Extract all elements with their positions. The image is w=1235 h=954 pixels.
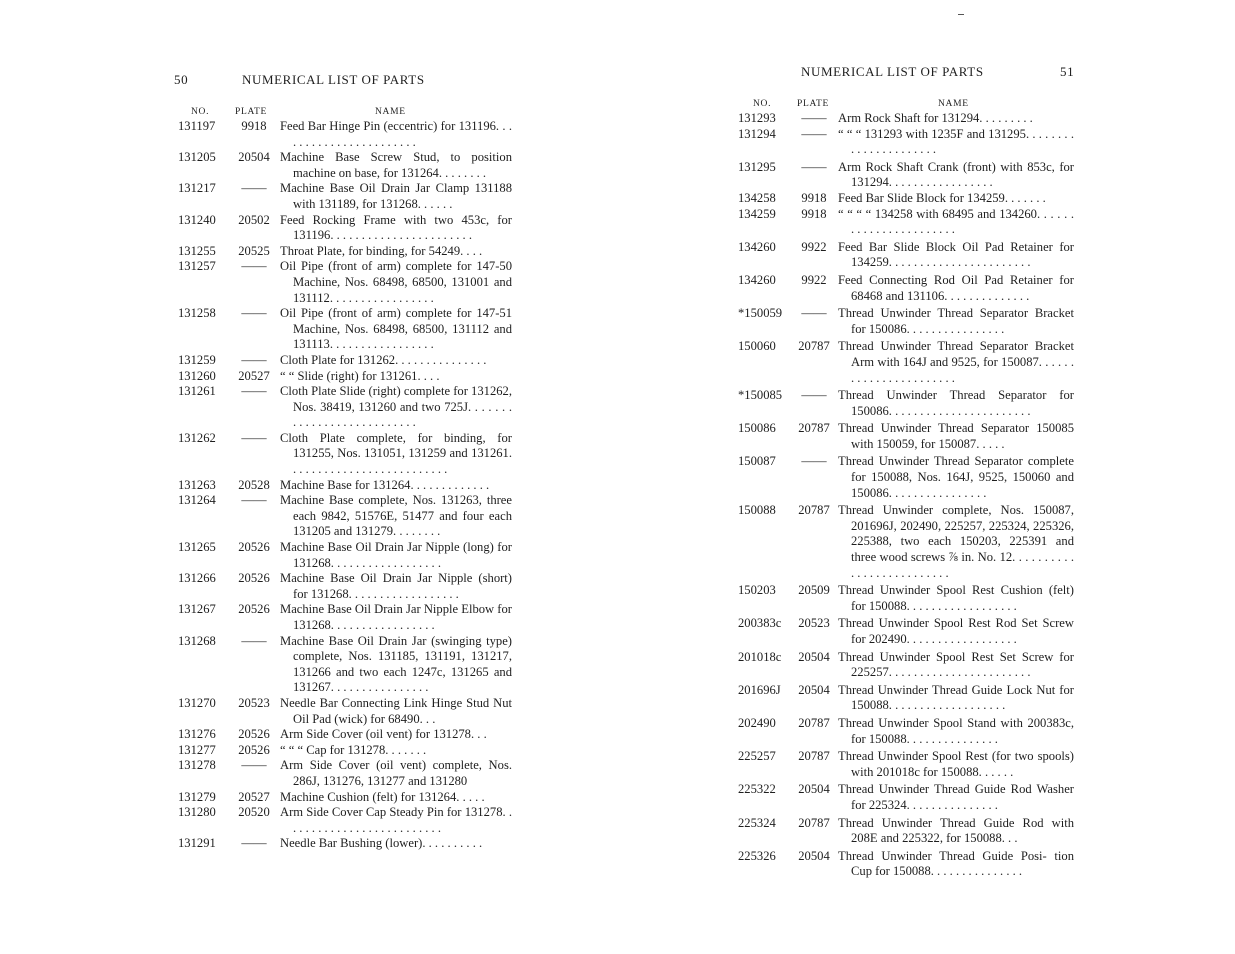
parts-row bbox=[738, 306, 1074, 337]
part-name-cell bbox=[838, 716, 1074, 747]
plate-number: —— bbox=[241, 430, 267, 445]
parts-row bbox=[738, 191, 1074, 207]
part-name-cell bbox=[280, 259, 512, 306]
parts-row bbox=[738, 716, 1074, 747]
parts-row bbox=[178, 259, 512, 306]
part-name: Thread Unwinder Spool Rest Cushion (felt) for 150088. . . . . . . . . . . . . . . . . . bbox=[838, 583, 1074, 613]
part-name: Arm Rock Shaft for 131294. . . . . . . . . bbox=[838, 111, 1033, 125]
plate-number: 20787 bbox=[798, 815, 830, 830]
plate-number: 20527 bbox=[238, 368, 270, 383]
part-name: Arm Side Cover Cap Steady Pin for 131278. . . . . . . . . . . . . . . . . . . . . . . . . . bbox=[280, 805, 512, 835]
part-number: 131265 bbox=[178, 540, 216, 555]
part-number: 134259 bbox=[738, 206, 776, 221]
parts-row bbox=[178, 478, 512, 494]
parts-row bbox=[178, 634, 512, 696]
part-name-cell bbox=[838, 388, 1074, 419]
part-name: Arm Side Cover (oil vent) complete, Nos. 286J, 131276, 131277 and 131280 bbox=[280, 758, 512, 788]
part-name: Thread Unwinder Thread Separator for 150086. . . . . . . . . . . . . . . . . . . . . . . bbox=[838, 388, 1074, 418]
column-header-name: NAME bbox=[375, 107, 406, 117]
part-number: 150088 bbox=[738, 503, 776, 518]
part-name-cell bbox=[838, 191, 1074, 207]
part-name: Machine Base Oil Drain Jar Nipple (short) for 131268. . . . . . . . . . . . . . . . . . bbox=[280, 571, 512, 601]
plate-number: 20504 bbox=[798, 649, 830, 664]
parts-row bbox=[738, 240, 1074, 271]
part-number: 131270 bbox=[178, 695, 216, 710]
plate-number: —— bbox=[241, 384, 267, 399]
part-name: Thread Unwinder Spool Rest Rod Set Screw for 202490. . . . . . . . . . . . . . . . . . bbox=[838, 616, 1074, 646]
plate-number: 20504 bbox=[798, 782, 830, 797]
part-name: Oil Pipe (front of arm) complete for 147-51 Machine, Nos. 68498, 68500, 131112 and 131113. . . . . . . . . . . . . . . . . bbox=[280, 306, 512, 352]
parts-row bbox=[738, 583, 1074, 614]
parts-row bbox=[738, 339, 1074, 386]
part-name: Thread Unwinder Thread Separator Bracket Arm with 164J and 9525, for 150087. . . . . . . . . . . . . . . . . . . . . . . bbox=[838, 339, 1074, 385]
parts-row bbox=[178, 696, 512, 727]
part-number: 131205 bbox=[178, 150, 216, 165]
part-name: Thread Unwinder Thread Guide Posi- tion Cup for 150088. . . . . . . . . . . . . . . bbox=[838, 848, 1074, 879]
parts-row bbox=[738, 160, 1074, 191]
part-number: 131255 bbox=[178, 243, 216, 258]
part-number: 225257 bbox=[738, 749, 776, 764]
plate-number: 20526 bbox=[238, 602, 270, 617]
plate-number: —— bbox=[241, 181, 267, 196]
parts-row bbox=[738, 782, 1074, 813]
part-name: “ “ Slide (right) for 131261. . . . bbox=[280, 368, 440, 383]
left-page bbox=[0, 0, 617, 954]
part-name: Machine Base Oil Drain Jar Clamp 131188 with 131189, for 131268. . . . . . bbox=[280, 181, 512, 211]
part-name: Arm Side Cover (oil vent) for 131278. . . bbox=[280, 727, 487, 742]
part-number: 131261 bbox=[178, 384, 216, 399]
part-number: 131240 bbox=[178, 212, 216, 227]
parts-row bbox=[178, 493, 512, 540]
part-name: Machine Base Oil Drain Jar Nipple Elbow for 131268. . . . . . . . . . . . . . . . . bbox=[280, 602, 512, 632]
part-number: 131279 bbox=[178, 789, 216, 804]
right-page bbox=[617, 0, 1235, 954]
plate-number: —— bbox=[801, 126, 827, 141]
part-name-cell bbox=[838, 207, 1074, 238]
part-name-cell bbox=[838, 111, 1074, 127]
parts-row bbox=[738, 454, 1074, 501]
parts-row bbox=[738, 273, 1074, 304]
parts-row bbox=[178, 353, 512, 369]
part-name-cell bbox=[838, 849, 1074, 880]
part-name: “ “ “ Cap for 131278. . . . . . . bbox=[280, 742, 427, 757]
plate-number: —— bbox=[241, 306, 267, 321]
part-name: “ “ “ 131293 with 1235F and 131295. . . . . . . . . . . . . . . . . . . . . . bbox=[838, 126, 1074, 157]
plate-number: 9922 bbox=[801, 239, 827, 254]
part-number: 131257 bbox=[178, 259, 216, 274]
plate-number: 20504 bbox=[238, 150, 270, 165]
parts-row bbox=[178, 244, 512, 260]
parts-row bbox=[738, 503, 1074, 581]
parts-row bbox=[178, 384, 512, 431]
part-name: Arm Rock Shaft Crank (front) with 853c, for 131294. . . . . . . . . . . . . . . . . bbox=[838, 159, 1074, 190]
column-header-name: NAME bbox=[938, 99, 969, 109]
part-name-cell bbox=[838, 127, 1074, 158]
part-name: Needle Bar Connecting Link Hinge Stud Nut Oil Pad (wick) for 68490. . . bbox=[280, 695, 512, 726]
part-number: 225322 bbox=[738, 782, 776, 797]
column-header-no: NO. bbox=[753, 99, 772, 109]
plate-number: 20787 bbox=[798, 749, 830, 764]
part-name-cell bbox=[280, 181, 512, 212]
part-name: Cloth Plate complete, for binding, for 131255, Nos. 131051, 131259 and 131261. . . . . . . . . . . . . . . . . . . . . . . . . . bbox=[280, 430, 512, 477]
part-name-cell bbox=[280, 790, 512, 806]
plate-number: 20523 bbox=[798, 616, 830, 631]
part-name-cell bbox=[838, 583, 1074, 614]
part-number: 201018c bbox=[738, 649, 782, 664]
part-number: 131264 bbox=[178, 493, 216, 508]
part-name-cell bbox=[280, 805, 512, 836]
plate-number: 20525 bbox=[238, 243, 270, 258]
part-name-cell bbox=[280, 634, 512, 696]
parts-row bbox=[738, 616, 1074, 647]
part-number: 131278 bbox=[178, 758, 216, 773]
part-name: Feed Connecting Rod Oil Pad Retainer for 68468 and 131106. . . . . . . . . . . . . . bbox=[838, 272, 1074, 303]
plate-number: —— bbox=[801, 111, 827, 125]
part-number: *150085 bbox=[738, 388, 783, 403]
part-name: Machine Base Oil Drain Jar Nipple (long) for 131268. . . . . . . . . . . . . . . . . . bbox=[280, 540, 512, 570]
part-name: Machine Base Oil Drain Jar (swinging type) complete, Nos. 131185, 131191, 131217, 131266 and two each 1247c, 131265 and 131267. . . . . . . . . . . . . . . . bbox=[280, 633, 512, 695]
part-number: 131280 bbox=[178, 805, 216, 820]
part-number: 150087 bbox=[738, 454, 776, 469]
part-name-cell bbox=[838, 683, 1074, 714]
parts-row bbox=[178, 540, 512, 571]
part-name-cell bbox=[280, 836, 512, 852]
plate-number: 20526 bbox=[238, 540, 270, 555]
page-title: NUMERICAL LIST OF PARTS bbox=[242, 72, 425, 87]
plate-number: —— bbox=[241, 493, 267, 508]
part-number: 225324 bbox=[738, 815, 776, 830]
part-name-cell bbox=[280, 369, 512, 385]
part-name: Machine Cushion (felt) for 131264. . . . . bbox=[280, 789, 485, 804]
part-number: 200383c bbox=[738, 616, 782, 631]
part-name: Thread Unwinder Spool Stand with 200383c, for 150088. . . . . . . . . . . . . . . bbox=[838, 715, 1074, 746]
column-header-no: NO. bbox=[191, 107, 210, 117]
plate-number: —— bbox=[241, 352, 267, 367]
part-name: Machine Base complete, Nos. 131263, three each 9842, 51576E, 51477 and four each 131205 and 131279. . . . . . . . bbox=[280, 493, 512, 539]
part-name: Thread Unwinder Thread Guide Rod Washer for 225324. . . . . . . . . . . . . . . bbox=[838, 782, 1074, 812]
part-number: 131260 bbox=[178, 368, 216, 383]
part-name-cell bbox=[280, 727, 512, 743]
part-name: Oil Pipe (front of arm) complete for 147-50 Machine, Nos. 68498, 68500, 131001 and 131112. . . . . . . . . . . . . . . . . bbox=[280, 259, 512, 305]
part-name-cell bbox=[280, 119, 512, 150]
part-number: 131268 bbox=[178, 633, 216, 648]
part-name: Thread Unwinder Thread Separator Bracket for 150086. . . . . . . . . . . . . . . . bbox=[838, 306, 1074, 336]
part-number: 134260 bbox=[738, 239, 776, 254]
plate-number: 20787 bbox=[798, 503, 830, 518]
part-name: Thread Unwinder complete, Nos. 150087, 201696J, 202490, 225257, 225324, 225326, 225388, two each 150203, 225391 and three wood screws ⅞ in. No. 12. . . . . . . . . . . . . . . . . . . . . . . . . . bbox=[838, 503, 1074, 580]
plate-number: —— bbox=[241, 836, 267, 851]
part-number: 201696J bbox=[738, 682, 781, 697]
part-name-cell bbox=[280, 244, 512, 260]
part-number: 131277 bbox=[178, 742, 216, 757]
parts-row bbox=[178, 805, 512, 836]
part-name-cell bbox=[838, 650, 1074, 681]
plate-number: 20504 bbox=[798, 848, 830, 863]
plate-number: —— bbox=[801, 388, 827, 403]
part-name-cell bbox=[838, 240, 1074, 271]
parts-row bbox=[738, 816, 1074, 847]
part-number: 150203 bbox=[738, 583, 776, 598]
parts-row bbox=[178, 181, 512, 212]
part-name-cell bbox=[838, 616, 1074, 647]
parts-row bbox=[738, 650, 1074, 681]
plate-number: 9918 bbox=[241, 119, 267, 133]
part-name-cell bbox=[838, 503, 1074, 581]
plate-number: 20526 bbox=[238, 742, 270, 757]
part-name-cell bbox=[280, 602, 512, 633]
part-name: Throat Plate, for binding, for 54249. . . . bbox=[280, 243, 483, 258]
column-header-plate: PLATE bbox=[235, 107, 267, 117]
part-name-cell bbox=[280, 384, 512, 431]
parts-row bbox=[178, 306, 512, 353]
part-name-cell bbox=[280, 758, 512, 789]
parts-row bbox=[738, 207, 1074, 238]
part-number: 202490 bbox=[738, 715, 776, 730]
plate-number: —— bbox=[241, 633, 267, 648]
parts-row bbox=[178, 369, 512, 385]
part-name: Feed Rocking Frame with two 453c, for 131196. . . . . . . . . . . . . . . . . . . . . . . bbox=[280, 212, 512, 243]
part-number: 134260 bbox=[738, 272, 776, 287]
part-name-cell bbox=[280, 540, 512, 571]
plate-number: 9918 bbox=[801, 206, 827, 221]
part-name-cell bbox=[280, 571, 512, 602]
plate-number: 20526 bbox=[238, 571, 270, 586]
part-name-cell bbox=[280, 431, 512, 478]
scan-speck bbox=[958, 14, 964, 15]
part-name-cell bbox=[280, 478, 512, 494]
page-number: 51 bbox=[1060, 64, 1075, 79]
part-number: 131291 bbox=[178, 836, 216, 851]
part-number: 150086 bbox=[738, 421, 776, 436]
part-number: 131263 bbox=[178, 477, 216, 492]
parts-row bbox=[738, 127, 1074, 158]
plate-number: 20509 bbox=[798, 583, 830, 598]
part-name: Cloth Plate for 131262. . . . . . . . . . . . . . . bbox=[280, 352, 487, 367]
part-name-cell bbox=[838, 273, 1074, 304]
part-name-cell bbox=[838, 454, 1074, 501]
parts-row bbox=[178, 836, 512, 852]
parts-row bbox=[738, 388, 1074, 419]
part-name-cell bbox=[280, 213, 512, 244]
part-number: 131267 bbox=[178, 602, 216, 617]
plate-number: —— bbox=[801, 159, 827, 174]
part-number: 131217 bbox=[178, 181, 216, 196]
part-name: Feed Bar Hinge Pin (eccentric) for 131196. . . . . . . . . . . . . . . . . . . . . . . bbox=[280, 119, 512, 149]
parts-row bbox=[738, 683, 1074, 714]
plate-number: —— bbox=[241, 758, 267, 773]
part-number: 131294 bbox=[738, 126, 776, 141]
part-name-cell bbox=[838, 816, 1074, 847]
parts-row bbox=[178, 431, 512, 478]
part-number: 131197 bbox=[178, 119, 216, 133]
plate-number: —— bbox=[241, 259, 267, 274]
parts-row bbox=[738, 111, 1074, 127]
parts-row bbox=[178, 150, 512, 181]
part-name: Feed Bar Slide Block Oil Pad Retainer for 134259. . . . . . . . . . . . . . . . . . . . . . . bbox=[838, 239, 1074, 270]
part-name-cell bbox=[838, 782, 1074, 813]
part-name: Needle Bar Bushing (lower). . . . . . . . . . bbox=[280, 836, 483, 851]
part-name-cell bbox=[838, 421, 1074, 452]
part-number: 131262 bbox=[178, 430, 216, 445]
part-number: 150060 bbox=[738, 339, 776, 354]
part-number: 225326 bbox=[738, 848, 776, 863]
part-name: “ “ “ “ 134258 with 68495 and 134260. . . . . . . . . . . . . . . . . . . . . . . bbox=[838, 206, 1074, 237]
parts-row bbox=[178, 790, 512, 806]
part-name-cell bbox=[280, 306, 512, 353]
part-name-cell bbox=[280, 150, 512, 181]
part-name: Machine Base Screw Stud, to position machine on base, for 131264. . . . . . . . bbox=[280, 150, 512, 180]
part-number: 131266 bbox=[178, 571, 216, 586]
part-name: Feed Bar Slide Block for 134259. . . . . . . bbox=[838, 190, 1046, 205]
parts-list bbox=[738, 111, 1074, 880]
part-name-cell bbox=[838, 749, 1074, 780]
part-name: Thread Unwinder Thread Separator complete for 150088, Nos. 164J, 9525, 150060 and 150086. . . . . . . . . . . . . . . . bbox=[838, 454, 1074, 500]
part-name: Thread Unwinder Thread Guide Lock Nut for 150088. . . . . . . . . . . . . . . . . . . bbox=[838, 682, 1074, 713]
part-number: *150059 bbox=[738, 306, 783, 321]
plate-number: 20787 bbox=[798, 421, 830, 436]
parts-row bbox=[738, 749, 1074, 780]
parts-row bbox=[178, 571, 512, 602]
parts-row bbox=[178, 602, 512, 633]
part-name: Cloth Plate Slide (right) complete for 131262, Nos. 38419, 131260 and two 725J. . . . . . . . . . . . . . . . . . . . . . . . . . . bbox=[280, 384, 512, 430]
part-name-cell bbox=[280, 353, 512, 369]
part-number: 134258 bbox=[738, 190, 776, 205]
part-number: 131276 bbox=[178, 727, 216, 742]
part-name: Thread Unwinder Thread Separator 150085 with 150059, for 150087. . . . . bbox=[838, 421, 1074, 451]
plate-number: 20502 bbox=[238, 212, 270, 227]
part-name-cell bbox=[280, 696, 512, 727]
part-name: Thread Unwinder Spool Rest (for two spools) with 201018c for 150088. . . . . . bbox=[838, 749, 1074, 779]
page-number: 50 bbox=[174, 72, 189, 87]
plate-number: 20526 bbox=[238, 727, 270, 742]
parts-row bbox=[178, 758, 512, 789]
part-name-cell bbox=[280, 743, 512, 759]
parts-row bbox=[738, 421, 1074, 452]
part-name-cell bbox=[280, 493, 512, 540]
parts-list bbox=[178, 119, 512, 852]
part-name-cell bbox=[838, 306, 1074, 337]
column-header-plate: PLATE bbox=[797, 99, 829, 109]
plate-number: 20787 bbox=[798, 715, 830, 730]
page-title: NUMERICAL LIST OF PARTS bbox=[801, 64, 984, 79]
parts-row bbox=[178, 743, 512, 759]
parts-row bbox=[178, 727, 512, 743]
plate-number: —— bbox=[801, 306, 827, 321]
part-number: 131293 bbox=[738, 111, 776, 125]
part-name-cell bbox=[838, 339, 1074, 386]
part-name: Machine Base for 131264. . . . . . . . . . . . . bbox=[280, 477, 490, 492]
plate-number: 20528 bbox=[238, 477, 270, 492]
part-number: 131295 bbox=[738, 159, 776, 174]
part-number: 131258 bbox=[178, 306, 216, 321]
plate-number: 20787 bbox=[798, 339, 830, 354]
parts-row bbox=[178, 213, 512, 244]
part-name: Thread Unwinder Spool Rest Set Screw for 225257. . . . . . . . . . . . . . . . . . . . . . . bbox=[838, 649, 1074, 680]
plate-number: 20527 bbox=[238, 789, 270, 804]
part-name: Thread Unwinder Thread Guide Rod with 208E and 225322, for 150088. . . bbox=[838, 815, 1074, 846]
parts-row bbox=[178, 119, 512, 150]
part-number: 131259 bbox=[178, 352, 216, 367]
plate-number: 20504 bbox=[798, 682, 830, 697]
parts-row bbox=[738, 849, 1074, 880]
plate-number: 20523 bbox=[238, 695, 270, 710]
plate-number: 20520 bbox=[238, 805, 270, 820]
plate-number: 9918 bbox=[801, 190, 827, 205]
plate-number: 9922 bbox=[801, 272, 827, 287]
plate-number: —— bbox=[801, 454, 827, 469]
part-name-cell bbox=[838, 160, 1074, 191]
